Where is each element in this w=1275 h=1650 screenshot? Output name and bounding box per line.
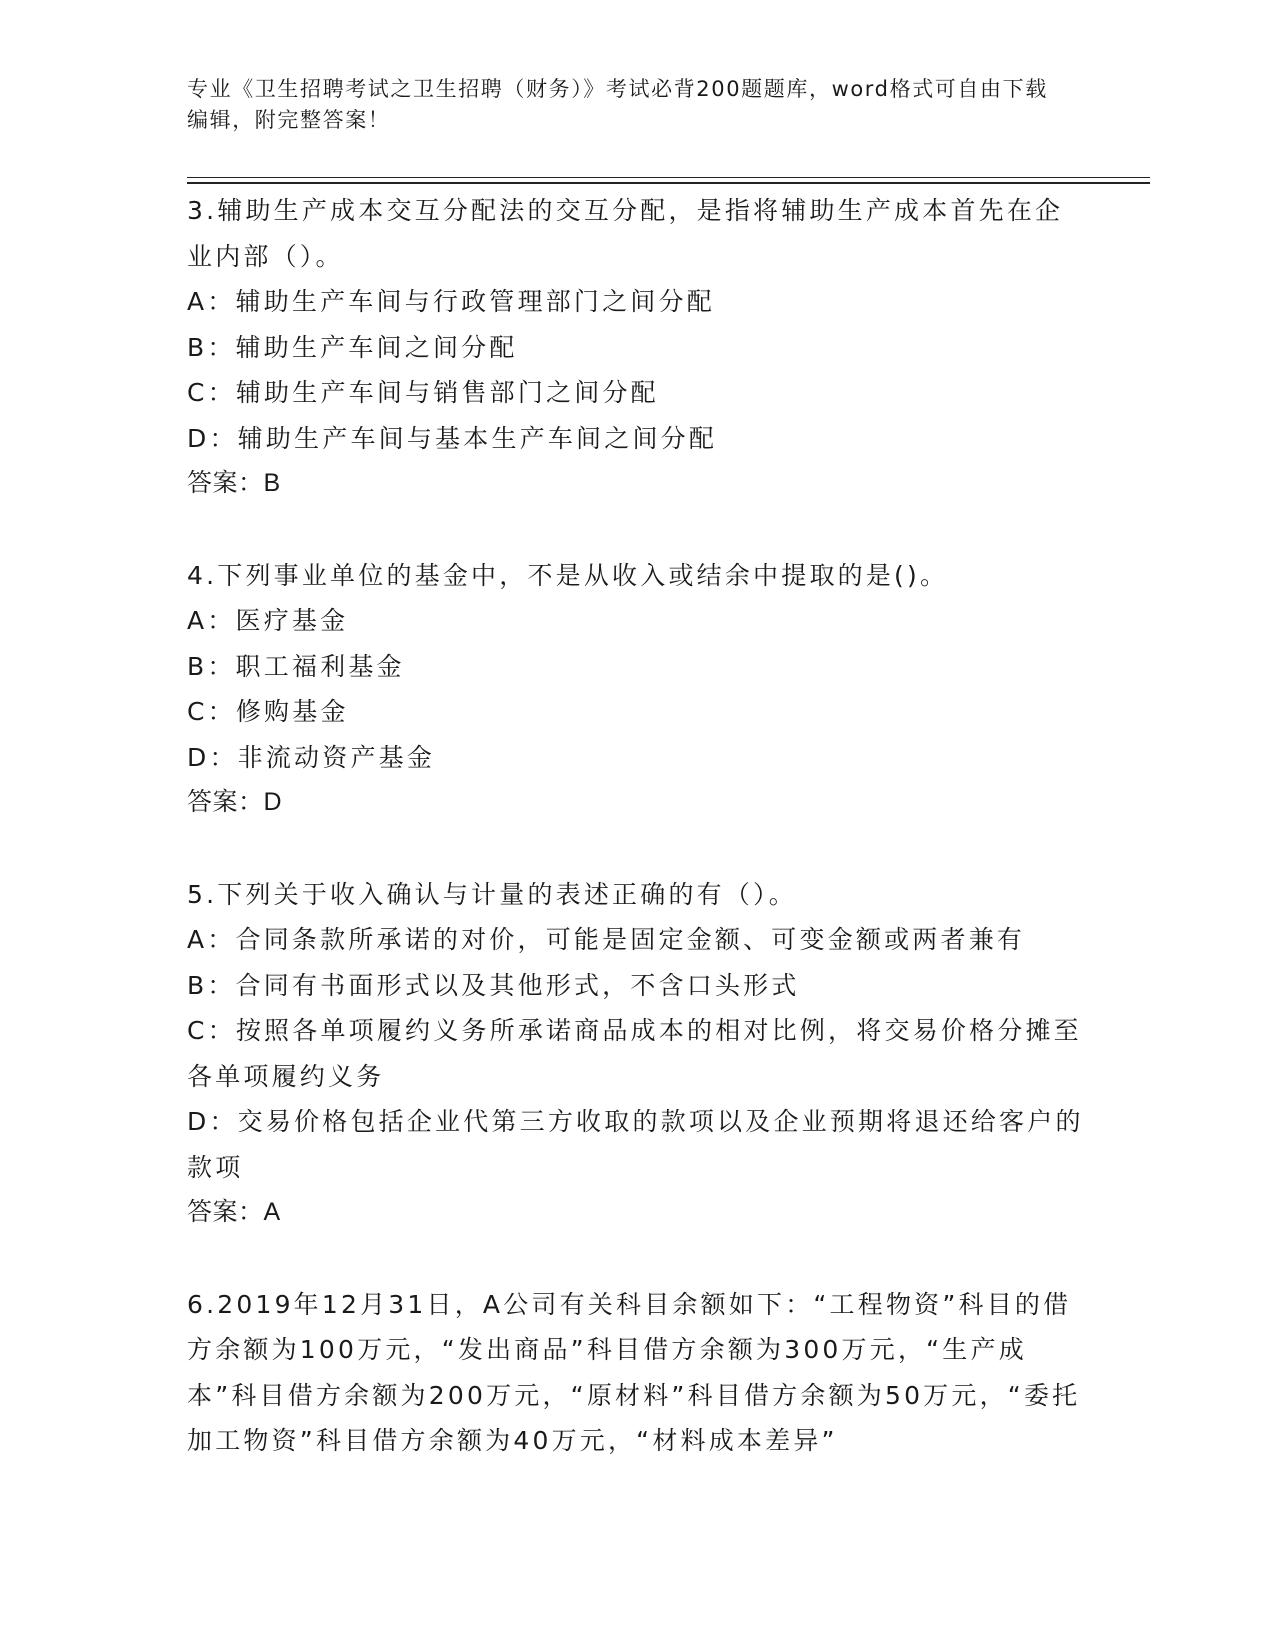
answer-line: 答案：A <box>187 1198 281 1226</box>
question-stem: 6.2019年12月31日，A公司有关科目余额如下：“工程物资”科目的借方余额为100万元，“发出商品”科目借方余额为300万元，“生产成本”科目借方余额为200万元，“原材料”科目借方余额为50万元，“委托加工物资”科目借方余额为40万元，“材料成本差异” <box>187 1289 1081 1455</box>
option-b: B：合同有书面形式以及其他形式，不含口头形式 <box>187 970 800 1000</box>
answer-line: 答案：D <box>187 788 283 816</box>
question-spacer <box>187 826 1087 872</box>
question-stem: 5.下列关于收入确认与计量的表述正确的有（）。 <box>187 879 797 909</box>
option-b: B：职工福利基金 <box>187 651 405 681</box>
question-spacer <box>187 507 1087 553</box>
question-6 <box>187 1282 1087 1464</box>
question-stem: 4.下列事业单位的基金中，不是从收入或结余中提取的是()。 <box>187 560 949 590</box>
question-stem: 3.辅助生产成本交互分配法的交互分配，是指将辅助生产成本首先在企业内部（）。 <box>187 196 1064 271</box>
option-a: A：辅助生产车间与行政管理部门之间分配 <box>187 287 715 316</box>
option-d: D：辅助生产车间与基本生产车间之间分配 <box>187 423 718 453</box>
option-c: C：辅助生产车间与销售部门之间分配 <box>187 378 659 407</box>
option-d: D：非流动资产基金 <box>187 742 436 772</box>
answer-line: 答案：B <box>187 469 281 497</box>
question-4 <box>187 553 1087 826</box>
question-3 <box>187 188 1087 507</box>
option-c: C：按照各单项履约义务所承诺商品成本的相对比例，将交易价格分摊至各单项履约义务 <box>187 1016 1082 1091</box>
document-header: 专业《卫生招聘考试之卫生招聘（财务）》考试必背200题题库，word格式可自由下载编辑，附完整答案！ <box>187 77 1048 132</box>
option-d: D：交易价格包括企业代第三方收取的款项以及企业预期将退还给客户的款项 <box>187 1107 1084 1182</box>
option-a: A：医疗基金 <box>187 606 349 635</box>
option-a: A：合同条款所承诺的对价，可能是固定金额、可变金额或两者兼有 <box>187 925 1026 954</box>
question-list <box>187 188 1087 1464</box>
question-spacer <box>187 1236 1087 1282</box>
option-c: C：修购基金 <box>187 697 349 726</box>
option-b: B：辅助生产车间之间分配 <box>187 332 518 362</box>
header-divider-thick <box>187 182 1150 184</box>
header-divider-thin <box>187 177 1150 178</box>
question-5 <box>187 872 1087 1236</box>
